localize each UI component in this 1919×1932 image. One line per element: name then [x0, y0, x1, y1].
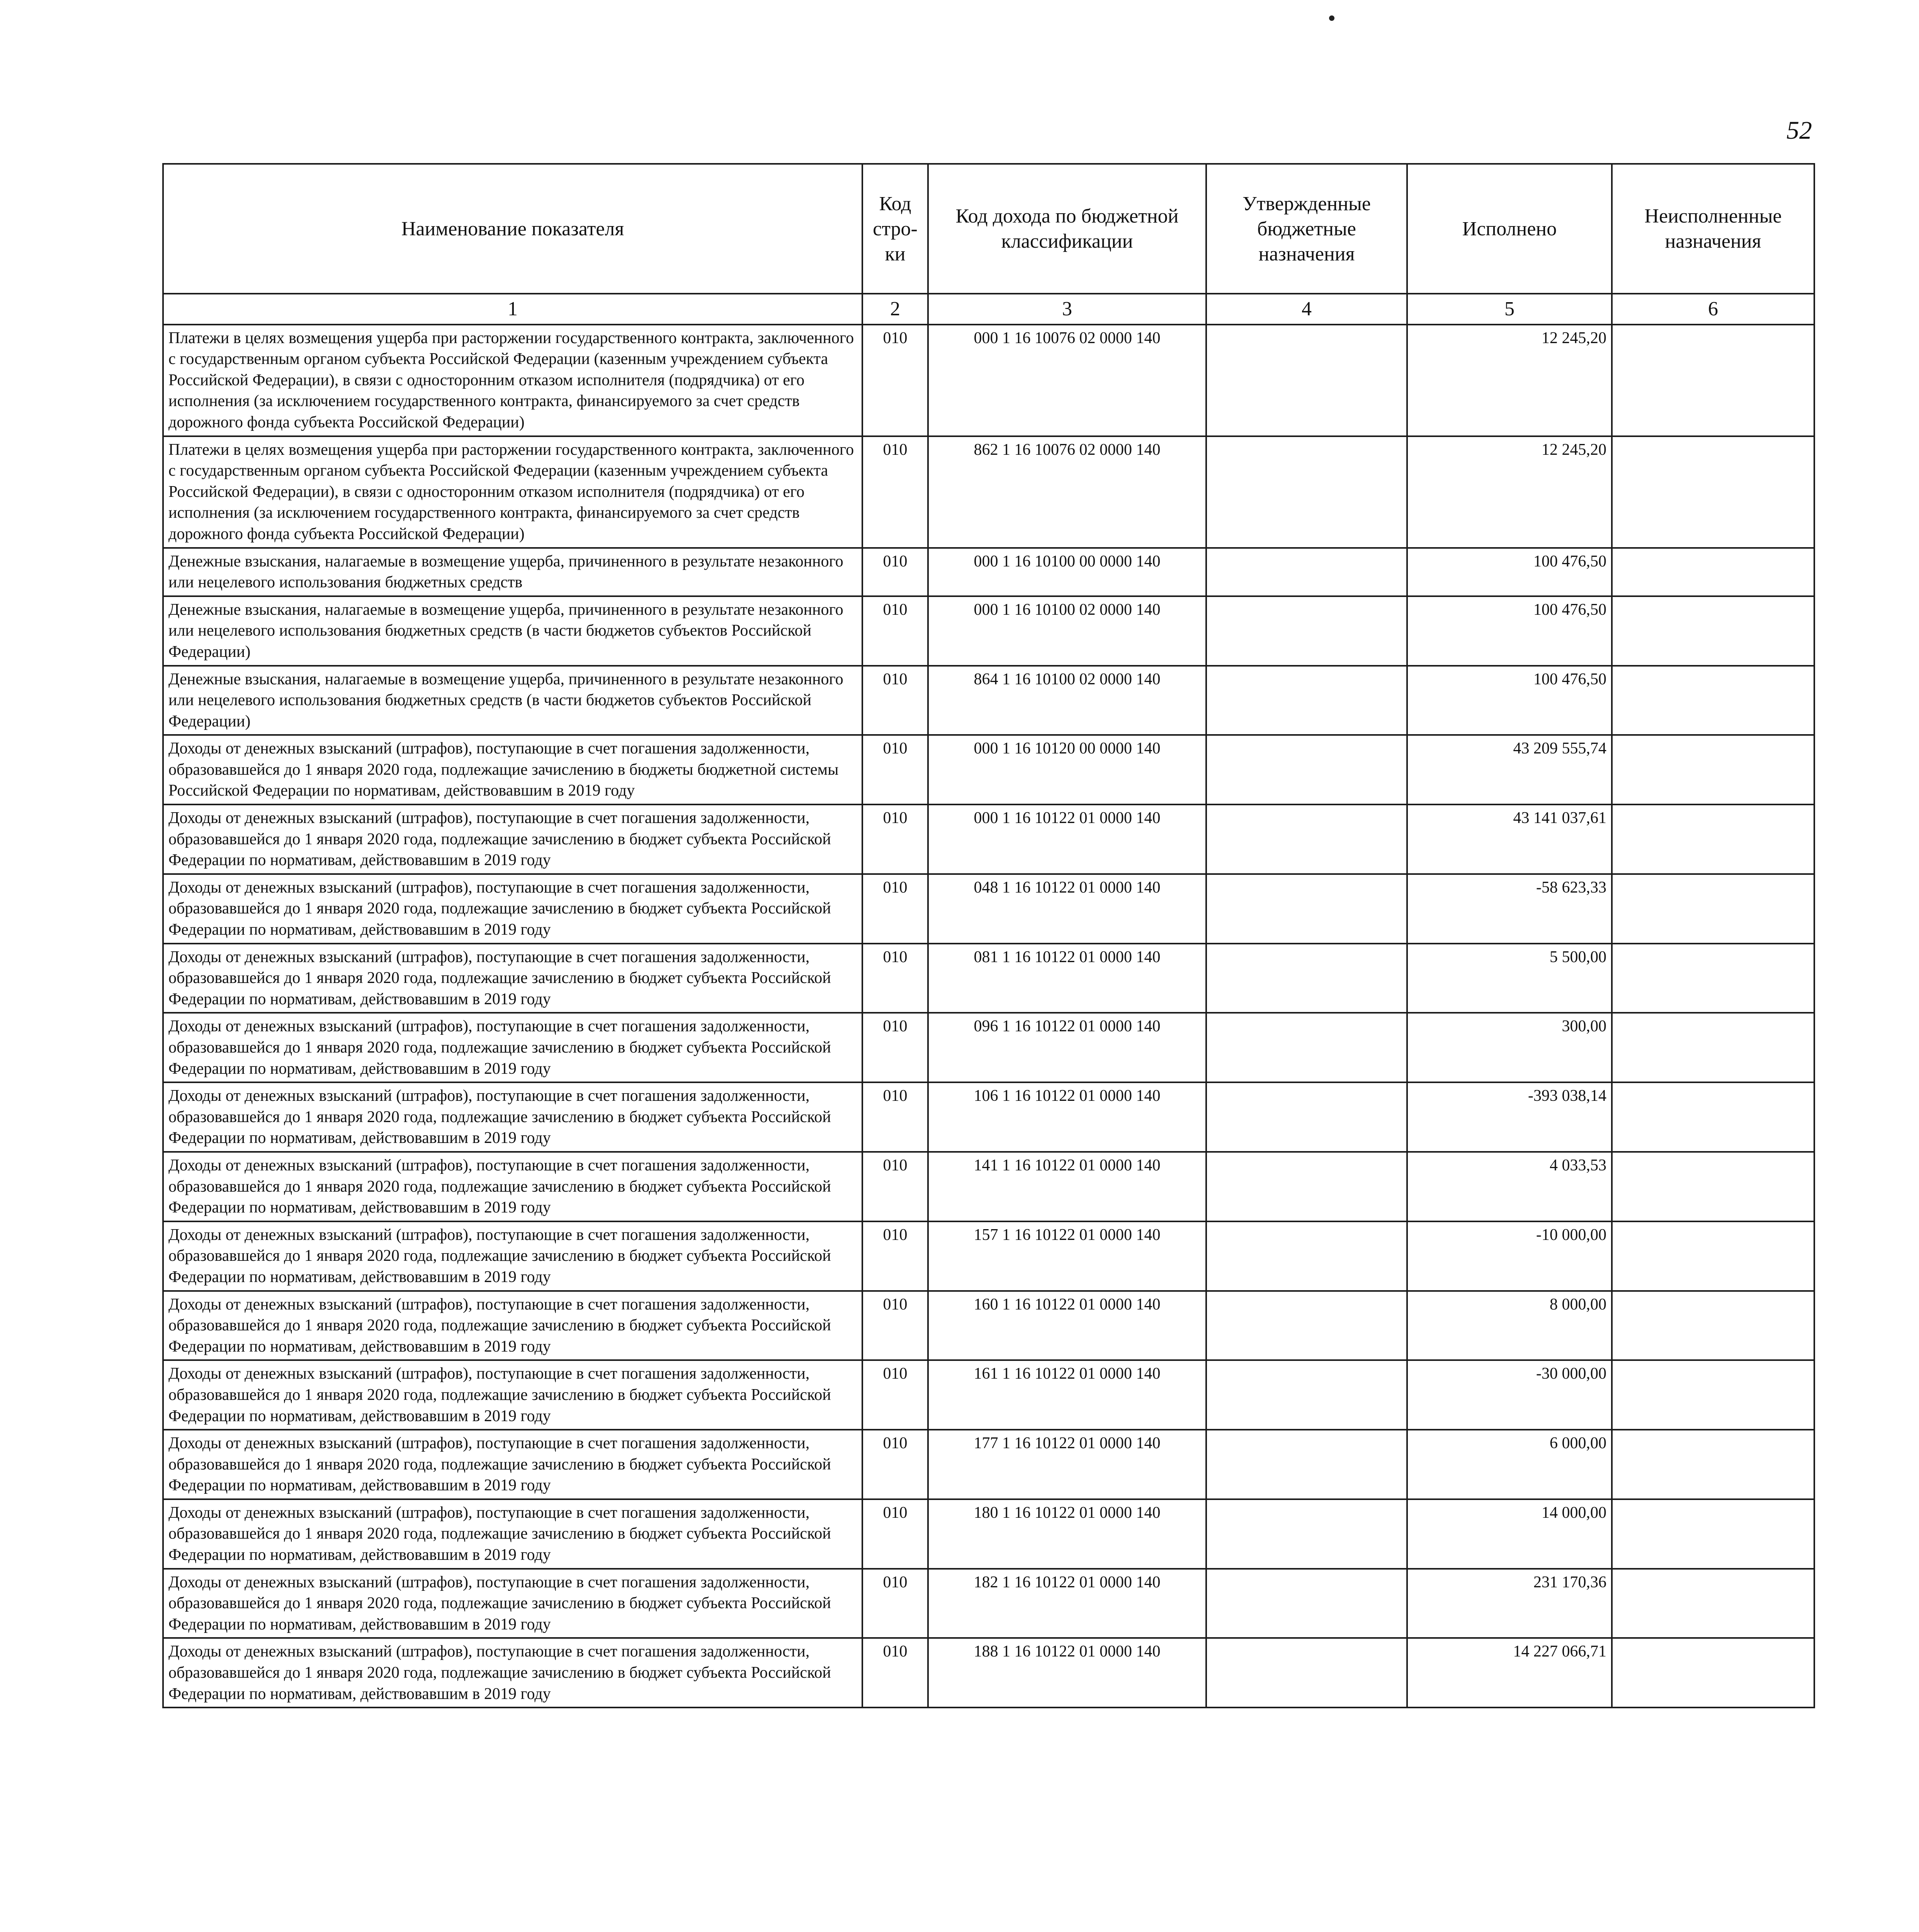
unexecuted-amount-cell — [1612, 1082, 1814, 1152]
approved-amount-cell — [1206, 436, 1407, 548]
table-row — [163, 874, 1814, 944]
unexecuted-amount-cell — [1612, 1360, 1814, 1430]
unexecuted-amount-cell — [1612, 944, 1814, 1013]
table-row — [163, 1013, 1814, 1082]
unexecuted-amount-cell — [1612, 666, 1814, 735]
table-row — [163, 548, 1814, 596]
approved-amount-cell — [1206, 804, 1407, 874]
approved-amount-cell — [1206, 944, 1407, 1013]
table-row — [163, 596, 1814, 666]
table-row — [163, 1499, 1814, 1569]
table-body — [163, 294, 1814, 1708]
line-code-cell: 010 — [862, 325, 928, 436]
table-row — [163, 1221, 1814, 1291]
approved-amount-cell — [1206, 1013, 1407, 1082]
executed-amount-cell: 14 000,00 — [1407, 1499, 1612, 1569]
executed-amount-cell: 12 245,20 — [1407, 325, 1612, 436]
table-row — [163, 1430, 1814, 1499]
approved-amount-cell — [1206, 1360, 1407, 1430]
header-line-code: Код стро-ки — [862, 164, 928, 294]
line-code-cell: 010 — [862, 1221, 928, 1291]
income-code-cell: 157 1 16 10122 01 0000 140 — [928, 1221, 1206, 1291]
income-code-cell: 106 1 16 10122 01 0000 140 — [928, 1082, 1206, 1152]
income-code-cell: 864 1 16 10100 02 0000 140 — [928, 666, 1206, 735]
executed-amount-cell: -393 038,14 — [1407, 1082, 1612, 1152]
indicator-name-cell: Доходы от денежных взысканий (штрафов), поступающие в счет погашения задолженности, образовавшейся до 1 января 2020 года, подлежащие зачислению в бюджет субъекта Российской Федерации по нормативам, действовавшим в 2019 году — [163, 1360, 862, 1430]
table-row — [163, 1291, 1814, 1361]
executed-amount-cell: 8 000,00 — [1407, 1291, 1612, 1361]
indicator-name-cell: Доходы от денежных взысканий (штрафов), поступающие в счет погашения задолженности, образовавшейся до 1 января 2020 года, подлежащие зачислению в бюджет субъекта Российской Федерации по нормативам, действовавшим в 2019 году — [163, 1221, 862, 1291]
indicator-name-cell: Платежи в целях возмещения ущерба при расторжении государственного контракта, заключенного с государственным органом субъекта Российской Федерации (казенным учреждением субъекта Российской Федерации), в связи с односторонним отказом исполнителя (подрядчика) от его исполнения (за исключением государственного контракта, финансируемого за счет средств дорожного фонда субъекта Российской Федерации) — [163, 325, 862, 436]
line-code-cell: 010 — [862, 1569, 928, 1638]
executed-amount-cell: -58 623,33 — [1407, 874, 1612, 944]
line-code-cell: 010 — [862, 436, 928, 548]
income-code-cell: 081 1 16 10122 01 0000 140 — [928, 944, 1206, 1013]
indicator-name-cell: Доходы от денежных взысканий (штрафов), поступающие в счет погашения задолженности, образовавшейся до 1 января 2020 года, подлежащие зачислению в бюджет субъекта Российской Федерации по нормативам, действовавшим в 2019 году — [163, 1430, 862, 1499]
income-code-cell: 177 1 16 10122 01 0000 140 — [928, 1430, 1206, 1499]
unexecuted-amount-cell — [1612, 596, 1814, 666]
indicator-name-cell: Платежи в целях возмещения ущерба при расторжении государственного контракта, заключенного с государственным органом субъекта Российской Федерации (казенным учреждением субъекта Российской Федерации), в связи с односторонним отказом исполнителя (подрядчика) от его исполнения (за исключением государственного контракта, финансируемого за счет средств дорожного фонда субъекта Российской Федерации) — [163, 436, 862, 548]
table-row — [163, 1638, 1814, 1708]
executed-amount-cell: 100 476,50 — [1407, 596, 1612, 666]
table-row — [163, 1082, 1814, 1152]
indicator-name-cell: Денежные взыскания, налагаемые в возмещение ущерба, причиненного в результате незаконного или нецелевого использования бюджетных средств — [163, 548, 862, 596]
table-row — [163, 1152, 1814, 1221]
income-code-cell: 188 1 16 10122 01 0000 140 — [928, 1638, 1206, 1708]
table-row — [163, 735, 1814, 804]
income-code-cell: 000 1 16 10100 00 0000 140 — [928, 548, 1206, 596]
line-code-cell: 010 — [862, 1082, 928, 1152]
income-code-cell: 182 1 16 10122 01 0000 140 — [928, 1569, 1206, 1638]
approved-amount-cell — [1206, 1152, 1407, 1221]
executed-amount-cell: 12 245,20 — [1407, 436, 1612, 548]
approved-amount-cell — [1206, 1221, 1407, 1291]
indicator-name-cell: Доходы от денежных взысканий (штрафов), поступающие в счет погашения задолженности, образовавшейся до 1 января 2020 года, подлежащие зачислению в бюджет субъекта Российской Федерации по нормативам, действовавшим в 2019 году — [163, 1082, 862, 1152]
unexecuted-amount-cell — [1612, 1152, 1814, 1221]
indicator-name-cell: Доходы от денежных взысканий (штрафов), поступающие в счет погашения задолженности, образовавшейся до 1 января 2020 года, подлежащие зачислению в бюджет субъекта Российской Федерации по нормативам, действовавшим в 2019 году — [163, 1499, 862, 1569]
table-row — [163, 325, 1814, 436]
line-code-cell: 010 — [862, 1430, 928, 1499]
unexecuted-amount-cell — [1612, 548, 1814, 596]
indicator-name-cell: Доходы от денежных взысканий (штрафов), поступающие в счет погашения задолженности, образовавшейся до 1 января 2020 года, подлежащие зачислению в бюджет субъекта Российской Федерации по нормативам, действовавшим в 2019 году — [163, 1638, 862, 1708]
executed-amount-cell: 6 000,00 — [1407, 1430, 1612, 1499]
income-code-cell: 141 1 16 10122 01 0000 140 — [928, 1152, 1206, 1221]
executed-amount-cell: 100 476,50 — [1407, 548, 1612, 596]
column-number-row — [163, 294, 1814, 325]
column-number: 3 — [928, 294, 1206, 325]
line-code-cell: 010 — [862, 1291, 928, 1361]
table-row — [163, 1569, 1814, 1638]
line-code-cell: 010 — [862, 944, 928, 1013]
table-header-row — [163, 164, 1814, 294]
executed-amount-cell: 4 033,53 — [1407, 1152, 1612, 1221]
approved-amount-cell — [1206, 1499, 1407, 1569]
line-code-cell: 010 — [862, 804, 928, 874]
approved-amount-cell — [1206, 596, 1407, 666]
unexecuted-amount-cell — [1612, 735, 1814, 804]
executed-amount-cell: 300,00 — [1407, 1013, 1612, 1082]
unexecuted-amount-cell — [1612, 1013, 1814, 1082]
line-code-cell: 010 — [862, 666, 928, 735]
income-code-cell: 000 1 16 10120 00 0000 140 — [928, 735, 1206, 804]
budget-execution-table — [162, 163, 1815, 1708]
scan-speck — [1329, 15, 1334, 21]
table-row — [163, 1360, 1814, 1430]
indicator-name-cell: Доходы от денежных взысканий (штрафов), поступающие в счет погашения задолженности, образовавшейся до 1 января 2020 года, подлежащие зачислению в бюджет субъекта Российской Федерации по нормативам, действовавшим в 2019 году — [163, 1013, 862, 1082]
table-row — [163, 436, 1814, 548]
table-row — [163, 944, 1814, 1013]
unexecuted-amount-cell — [1612, 1291, 1814, 1361]
executed-amount-cell: 43 141 037,61 — [1407, 804, 1612, 874]
approved-amount-cell — [1206, 325, 1407, 436]
indicator-name-cell: Денежные взыскания, налагаемые в возмещение ущерба, причиненного в результате незаконного или нецелевого использования бюджетных средств (в части бюджетов субъектов Российской Федерации) — [163, 596, 862, 666]
executed-amount-cell: -30 000,00 — [1407, 1360, 1612, 1430]
income-code-cell: 161 1 16 10122 01 0000 140 — [928, 1360, 1206, 1430]
indicator-name-cell: Доходы от денежных взысканий (штрафов), поступающие в счет погашения задолженности, образовавшейся до 1 января 2020 года, подлежащие зачислению в бюджет субъекта Российской Федерации по нормативам, действовавшим в 2019 году — [163, 944, 862, 1013]
income-code-cell: 180 1 16 10122 01 0000 140 — [928, 1499, 1206, 1569]
column-number: 5 — [1407, 294, 1612, 325]
income-code-cell: 000 1 16 10122 01 0000 140 — [928, 804, 1206, 874]
header-income-code: Код дохода по бюджетной классификации — [928, 164, 1206, 294]
unexecuted-amount-cell — [1612, 1430, 1814, 1499]
approved-amount-cell — [1206, 1291, 1407, 1361]
page-number: 52 — [1786, 116, 1812, 145]
unexecuted-amount-cell — [1612, 804, 1814, 874]
line-code-cell: 010 — [862, 596, 928, 666]
income-code-cell: 048 1 16 10122 01 0000 140 — [928, 874, 1206, 944]
column-number: 1 — [163, 294, 862, 325]
line-code-cell: 010 — [862, 548, 928, 596]
line-code-cell: 010 — [862, 735, 928, 804]
approved-amount-cell — [1206, 1082, 1407, 1152]
income-code-cell: 862 1 16 10076 02 0000 140 — [928, 436, 1206, 548]
approved-amount-cell — [1206, 666, 1407, 735]
executed-amount-cell: 100 476,50 — [1407, 666, 1612, 735]
approved-amount-cell — [1206, 548, 1407, 596]
indicator-name-cell: Денежные взыскания, налагаемые в возмещение ущерба, причиненного в результате незаконного или нецелевого использования бюджетных средств (в части бюджетов субъектов Российской Федерации) — [163, 666, 862, 735]
table-row — [163, 666, 1814, 735]
header-name: Наименование показателя — [163, 164, 862, 294]
unexecuted-amount-cell — [1612, 1221, 1814, 1291]
column-number: 2 — [862, 294, 928, 325]
line-code-cell: 010 — [862, 1013, 928, 1082]
indicator-name-cell: Доходы от денежных взысканий (штрафов), поступающие в счет погашения задолженности, образовавшейся до 1 января 2020 года, подлежащие зачислению в бюджеты бюджетной системы Российской Федерации по нормативам, действовавшим в 2019 году — [163, 735, 862, 804]
indicator-name-cell: Доходы от денежных взысканий (штрафов), поступающие в счет погашения задолженности, образовавшейся до 1 января 2020 года, подлежащие зачислению в бюджет субъекта Российской Федерации по нормативам, действовавшим в 2019 году — [163, 874, 862, 944]
unexecuted-amount-cell — [1612, 1638, 1814, 1708]
executed-amount-cell: 43 209 555,74 — [1407, 735, 1612, 804]
income-code-cell: 160 1 16 10122 01 0000 140 — [928, 1291, 1206, 1361]
income-code-cell: 000 1 16 10100 02 0000 140 — [928, 596, 1206, 666]
column-number: 6 — [1612, 294, 1814, 325]
approved-amount-cell — [1206, 1430, 1407, 1499]
column-number: 4 — [1206, 294, 1407, 325]
unexecuted-amount-cell — [1612, 874, 1814, 944]
executed-amount-cell: -10 000,00 — [1407, 1221, 1612, 1291]
header-approved: Утвержденные бюджетные назначения — [1206, 164, 1407, 294]
table-row — [163, 804, 1814, 874]
executed-amount-cell: 231 170,36 — [1407, 1569, 1612, 1638]
line-code-cell: 010 — [862, 1499, 928, 1569]
executed-amount-cell: 14 227 066,71 — [1407, 1638, 1612, 1708]
unexecuted-amount-cell — [1612, 1499, 1814, 1569]
header-executed: Исполнено — [1407, 164, 1612, 294]
header-unexecuted: Неисполненные назначения — [1612, 164, 1814, 294]
line-code-cell: 010 — [862, 1638, 928, 1708]
line-code-cell: 010 — [862, 1152, 928, 1221]
indicator-name-cell: Доходы от денежных взысканий (штрафов), поступающие в счет погашения задолженности, образовавшейся до 1 января 2020 года, подлежащие зачислению в бюджет субъекта Российской Федерации по нормативам, действовавшим в 2019 году — [163, 1569, 862, 1638]
indicator-name-cell: Доходы от денежных взысканий (штрафов), поступающие в счет погашения задолженности, образовавшейся до 1 января 2020 года, подлежащие зачислению в бюджет субъекта Российской Федерации по нормативам, действовавшим в 2019 году — [163, 804, 862, 874]
unexecuted-amount-cell — [1612, 436, 1814, 548]
indicator-name-cell: Доходы от денежных взысканий (штрафов), поступающие в счет погашения задолженности, образовавшейся до 1 января 2020 года, подлежащие зачислению в бюджет субъекта Российской Федерации по нормативам, действовавшим в 2019 году — [163, 1291, 862, 1361]
approved-amount-cell — [1206, 1638, 1407, 1708]
approved-amount-cell — [1206, 1569, 1407, 1638]
unexecuted-amount-cell — [1612, 1569, 1814, 1638]
executed-amount-cell: 5 500,00 — [1407, 944, 1612, 1013]
line-code-cell: 010 — [862, 874, 928, 944]
approved-amount-cell — [1206, 735, 1407, 804]
unexecuted-amount-cell — [1612, 325, 1814, 436]
income-code-cell: 096 1 16 10122 01 0000 140 — [928, 1013, 1206, 1082]
line-code-cell: 010 — [862, 1360, 928, 1430]
approved-amount-cell — [1206, 874, 1407, 944]
income-code-cell: 000 1 16 10076 02 0000 140 — [928, 325, 1206, 436]
indicator-name-cell: Доходы от денежных взысканий (штрафов), поступающие в счет погашения задолженности, образовавшейся до 1 января 2020 года, подлежащие зачислению в бюджет субъекта Российской Федерации по нормативам, действовавшим в 2019 году — [163, 1152, 862, 1221]
